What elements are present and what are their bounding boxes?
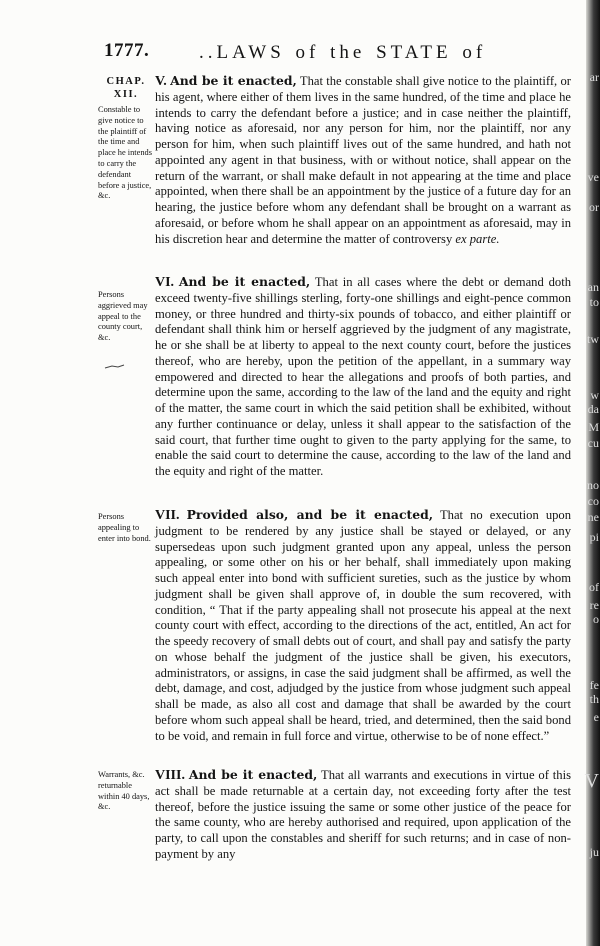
fragment: cu — [587, 436, 599, 450]
fragment: fe — [589, 678, 599, 692]
margin-note-section-8: Warrants, &c. returnable within 40 days, &c. — [98, 770, 150, 812]
fragment: co — [587, 494, 599, 508]
margin-note-section-5: Constable to give notice to the plaintiff of the time and place he intends to carry the defendant before a justice, &c. — [98, 105, 152, 201]
fragment: da — [587, 402, 599, 416]
section-body: That no execution upon judgment to be rendered by any justice shall be stayed or delayed, or any supersedeas upon such judgment granted upon any appeal, unless the person appealing, or some other on his or her behalf, shall immediately upon making such appeal enter into bond with sufficient sureties, such as the justice by whom judgment shall be given shall approve of, in double the sum recovered, with condition, “ That if the party appealing shall not prosecute his appeal at the next county court with effect, according to the directions of the act, entitled, An act for the speedy recovery of small debts out of court, and shall pay and satisfy the party on whose behalf the judgment of the justice shall be given, his executors, administrators, or assigns, in case the said judgment shall be affirmed, as well the debt, damage, and cost, adjudged by the justice from whose judgment such appeal shall be made, as also all cost and damage that shall be awarded by the court before whom such appeal shall be heard, tried, and determined, then the said bond to be void, and remain in full force and virtue, otherwise to be of none effect.” — [155, 508, 572, 743]
section-7 — [155, 507, 571, 744]
margin-note-section-6: Persons aggrieved may appeal to the county court, &c. — [98, 290, 148, 343]
fragment: tw — [587, 332, 599, 346]
adjacent-page-fragments — [586, 0, 600, 946]
section-body: That in all cases where the debt or demand doth exceed twenty-five shillings sterling, forty-one shillings and eight-pence common money, or three hundred and thirty-six pounds of tobacco, and either plaintiff or defendant shall think him or herself aggrieved by the judgment of any magistrate, he or she shall be at liberty to appeal to the next county court, before the justices thereof, who are hereby, upon the petition of the appellant, in a summary way empowered and directed to hear the allegations and proofs of both parties, and determine upon the same, according to the law of the land and the equity and right of the matter, the same court in which the said petition shall be exhibited, without any further continuance or delay, unless it shall appear to the satisfaction of the said court, that further time ought to given to the party applying for the same, to enable the said court to determine the cause, according to the law of the land and the equity and right of the matter. — [155, 275, 572, 478]
fragment: ne — [587, 510, 599, 524]
section-lead: Provided also, and be it enacted, — [186, 507, 434, 522]
fragment: no — [587, 478, 599, 492]
fragment: or — [589, 200, 599, 214]
fragment: re — [589, 598, 599, 612]
section-lead: And be it enacted, — [188, 767, 318, 782]
fragment: V — [584, 770, 599, 792]
fragment: pi — [589, 530, 599, 544]
fragment: an — [587, 280, 599, 294]
chapter-label: CHAP. — [106, 76, 146, 87]
fragment: o — [593, 612, 599, 626]
section-number: VIII. — [155, 768, 185, 783]
chapter-number: XII. — [113, 89, 139, 100]
section-number: VII. — [155, 508, 180, 523]
section-5 — [155, 73, 571, 247]
fragment: to — [589, 295, 599, 309]
margin-note-section-7: Persons appealing to enter into bond. — [98, 512, 151, 543]
fragment: ar — [589, 70, 599, 84]
fragment: of — [589, 580, 599, 594]
section-number: VI. — [155, 275, 175, 290]
page-title: ..LAWS of the STATE of — [199, 42, 487, 63]
page-year: 1777. — [104, 40, 150, 61]
section-8 — [155, 767, 571, 863]
fragment: M — [588, 420, 599, 434]
section-number: V. — [155, 74, 167, 89]
section-tail: ex parte. — [455, 231, 500, 246]
section-lead: And be it enacted, — [178, 274, 311, 289]
section-6 — [155, 274, 571, 480]
fragment: e — [593, 710, 599, 724]
section-body: That the constable shall give notice to the plaintiff, or his agent, where either of them lives in the same hundred, of the time and place he intends to carry the defendant before a justice; and in case neither the plaintiff, having notice as aforesaid, nor any person for him, nor the plaintiff, nor any person for him, when such plaintiff lives out of the same hundred, and hath not appointed any agent in that business, with or without notice, shall appear on the return of the warrant, or shall make default in not appearing at the time and place appointed, when there shall be an appointment by the justice of a future day for an hearing, the justice before whom any defendant shall be brought on a warrant as aforesaid, or before whom he shall appear on an appointment as aforesaid, may in his discretion hear and determine the matter of controversy — [155, 74, 571, 246]
fragment: ju — [589, 845, 599, 859]
chapter-heading — [98, 75, 154, 101]
section-lead: And be it enacted, — [170, 73, 297, 88]
manicule-mark-icon — [104, 359, 126, 373]
section-body: That all warrants and executions in virtue of this act shall be made returnable at a certain day, not exceeding forty after the test thereof, before the justice issuing the same or some other justice of the peace for the same county, who are hereby authorised and required, upon application of the party, to call upon the constables and sheriff for such returns; and in case of non-payment by any — [155, 768, 572, 861]
fragment: w — [590, 388, 599, 402]
fragment: th — [589, 692, 599, 706]
fragment: ve — [587, 170, 599, 184]
